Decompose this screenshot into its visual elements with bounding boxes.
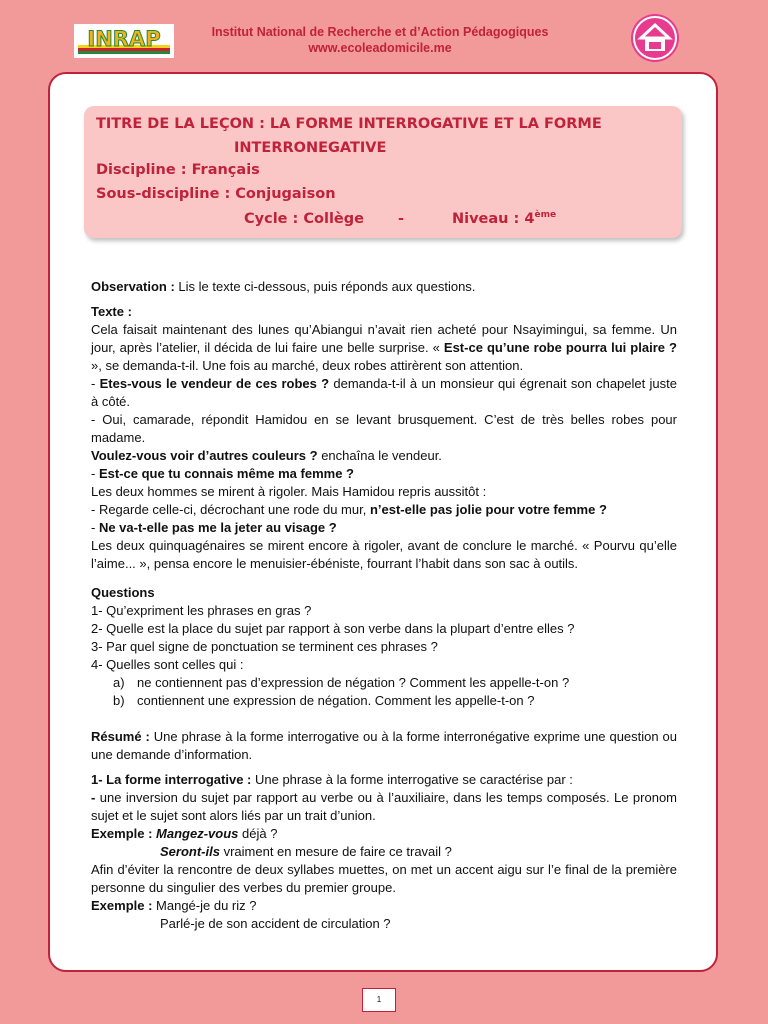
observation-text: Lis le texte ci-dessous, puis réponds aux questions. bbox=[174, 279, 476, 294]
website-link[interactable]: www.ecoleadomicile.me bbox=[308, 41, 452, 55]
resume-text: Une phrase à la forme interrogative ou à la forme interronégative exprime une question ou une demande d’information. bbox=[91, 729, 677, 762]
texte-paragraph-7 bbox=[91, 501, 677, 519]
texte-paragraph-9: Les deux quinquagénaires se mirent encore à rigoler, avant de conclure le marché. « Pourvu qu’elle l’aime... », pensa encore le menuisier-ébéniste, fourrant l’habit dans son sac à outils. bbox=[91, 538, 677, 571]
question-4b bbox=[91, 692, 677, 710]
inrap-logo-text: INRAP bbox=[87, 27, 161, 51]
question-2: 2- Quelle est la place du sujet par rapport à son verbe dans la plupart d’entre elles ? bbox=[91, 621, 575, 636]
lesson-content bbox=[91, 278, 677, 933]
texte-paragraph-6: Les deux hommes se mirent à rigoler. Mais Hamidou repris aussitôt : bbox=[91, 484, 487, 499]
texte-p1b: Est-ce qu’une robe pourra lui plaire ? bbox=[443, 340, 677, 355]
example-1a bbox=[91, 825, 677, 843]
question-4b-label: b) bbox=[113, 693, 125, 708]
question-4a-text: ne contiennent pas d’expression de négation ? Comment les appelle-t-on ? bbox=[137, 675, 570, 690]
texte-paragraph-3: - Oui, camarade, répondit Hamidou en se levant brusquement. C’est de très belles robes pour madame. bbox=[91, 412, 677, 445]
lesson-cycle: Cycle : Collège bbox=[244, 210, 364, 227]
observation-paragraph bbox=[91, 278, 677, 296]
texte-paragraph-5 bbox=[91, 465, 677, 483]
lesson-level-sup: ème bbox=[534, 210, 557, 220]
example-1a-bold: Mangez-vous bbox=[156, 826, 239, 841]
texte-p4a: Voulez-vous voir d’autres couleurs ? bbox=[91, 448, 318, 463]
questions-label-text: Questions bbox=[91, 585, 155, 600]
lesson-header-box bbox=[84, 106, 682, 238]
section-1-point-dash: - bbox=[91, 790, 96, 805]
resume-paragraph bbox=[91, 728, 677, 764]
texte-paragraph-4 bbox=[91, 447, 677, 465]
accent-paragraph: Afin d’éviter la rencontre de deux syllabes muettes, on met un accent aigu sur l’e final de la première personne du singulier des verbes du premier groupe. bbox=[91, 862, 677, 895]
texte-label bbox=[91, 303, 677, 321]
texte-p2c: demanda-t-il à un monsieur qui égrenait son chapelet juste à côté. bbox=[91, 376, 677, 409]
texte-p5b: Est-ce que tu connais même ma femme ? bbox=[98, 466, 354, 481]
lesson-level bbox=[452, 211, 556, 227]
section-1-point-text: une inversion du sujet par rapport au verbe ou à l’auxiliaire, dans les temps composés. Le pronom sujet et le sujet sont alors liés par un trait d’union. bbox=[91, 790, 677, 823]
question-4a bbox=[91, 674, 677, 692]
example-1-label: Exemple : bbox=[91, 826, 153, 841]
inrap-logo-graphic bbox=[76, 26, 172, 56]
texte-p8a: - bbox=[91, 520, 99, 535]
institution-name: Institut National de Recherche et d’Action Pédagogiques bbox=[211, 25, 549, 39]
lesson-title-line1: TITRE DE LA LEÇON : LA FORME INTERROGATIVE ET LA FORME bbox=[96, 116, 602, 132]
institution-header bbox=[180, 24, 580, 56]
texte-p2b: Etes-vous le vendeur de ces robes ? bbox=[99, 376, 330, 391]
example-1a-rest: déjà ? bbox=[238, 826, 278, 841]
texte-label-text: Texte : bbox=[91, 304, 132, 319]
lesson-cycle-level bbox=[244, 210, 556, 227]
example-1b-bold: Seront-ils bbox=[160, 844, 220, 859]
example-2a bbox=[91, 897, 677, 915]
section-1-heading bbox=[91, 771, 677, 789]
section-1-text: Une phrase à la forme interrogative se caractérise par : bbox=[251, 772, 573, 787]
texte-p7a: - Regarde celle-ci, décrochant une rode du mur, bbox=[91, 502, 370, 517]
texte-p1a: Cela faisait maintenant des lunes qu’Abiangui n’avait rien acheté pour Nsayimingui, sa femme. Un jour, après l’atelier, il décida de lui faire une belle surprise. « bbox=[91, 322, 677, 355]
questions-label bbox=[91, 584, 677, 602]
texte-p8b: Ne va-t-elle pas me la jeter au visage ? bbox=[98, 520, 337, 535]
house-icon bbox=[631, 14, 679, 62]
lesson-discipline: Discipline : Français bbox=[96, 162, 260, 178]
cycle-level-separator: - bbox=[397, 210, 404, 227]
lesson-sub-discipline: Sous-discipline : Conjugaison bbox=[96, 186, 336, 202]
resume-label: Résumé : bbox=[91, 729, 150, 744]
texte-p2a: - bbox=[91, 376, 100, 391]
texte-p1c: », se demanda-t-il. Une fois au marché, deux robes attirèrent son attention. bbox=[91, 358, 524, 373]
section-1-point bbox=[91, 789, 677, 825]
question-4b-text: contiennent une expression de négation. Comment les appelle-t-on ? bbox=[137, 693, 535, 708]
texte-p7b: n’est-elle pas jolie pour votre femme ? bbox=[369, 502, 607, 517]
lesson-title-line2: INTERRONEGATIVE bbox=[234, 140, 387, 156]
page-header bbox=[0, 0, 768, 68]
question-4: 4- Quelles sont celles qui : bbox=[91, 657, 244, 672]
texte-paragraph-8 bbox=[91, 519, 677, 537]
example-2a-text: Mangé-je du riz ? bbox=[152, 898, 257, 913]
question-1: 1- Qu’expriment les phrases en gras ? bbox=[91, 603, 312, 618]
ecole-a-domicile-logo bbox=[631, 14, 679, 62]
texte-paragraph-1 bbox=[91, 321, 677, 375]
inrap-logo bbox=[74, 24, 174, 58]
question-4a-label: a) bbox=[113, 675, 125, 690]
section-1-label: 1- La forme interrogative : bbox=[91, 772, 252, 787]
observation-label: Observation : bbox=[91, 279, 175, 294]
page-number: 1 bbox=[362, 988, 396, 1012]
example-1b bbox=[91, 843, 677, 861]
question-3: 3- Par quel signe de ponctuation se terminent ces phrases ? bbox=[91, 639, 438, 654]
example-1b-rest: vraiment en mesure de faire ce travail ? bbox=[219, 844, 452, 859]
texte-paragraph-2 bbox=[91, 375, 677, 411]
example-2-label: Exemple : bbox=[91, 898, 153, 913]
texte-p5a: - bbox=[91, 466, 99, 481]
lesson-level-text: Niveau : 4 bbox=[451, 210, 535, 227]
texte-p4b: enchaîna le vendeur. bbox=[317, 448, 442, 463]
example-2b: Parlé-je de son accident de circulation ? bbox=[160, 916, 391, 931]
